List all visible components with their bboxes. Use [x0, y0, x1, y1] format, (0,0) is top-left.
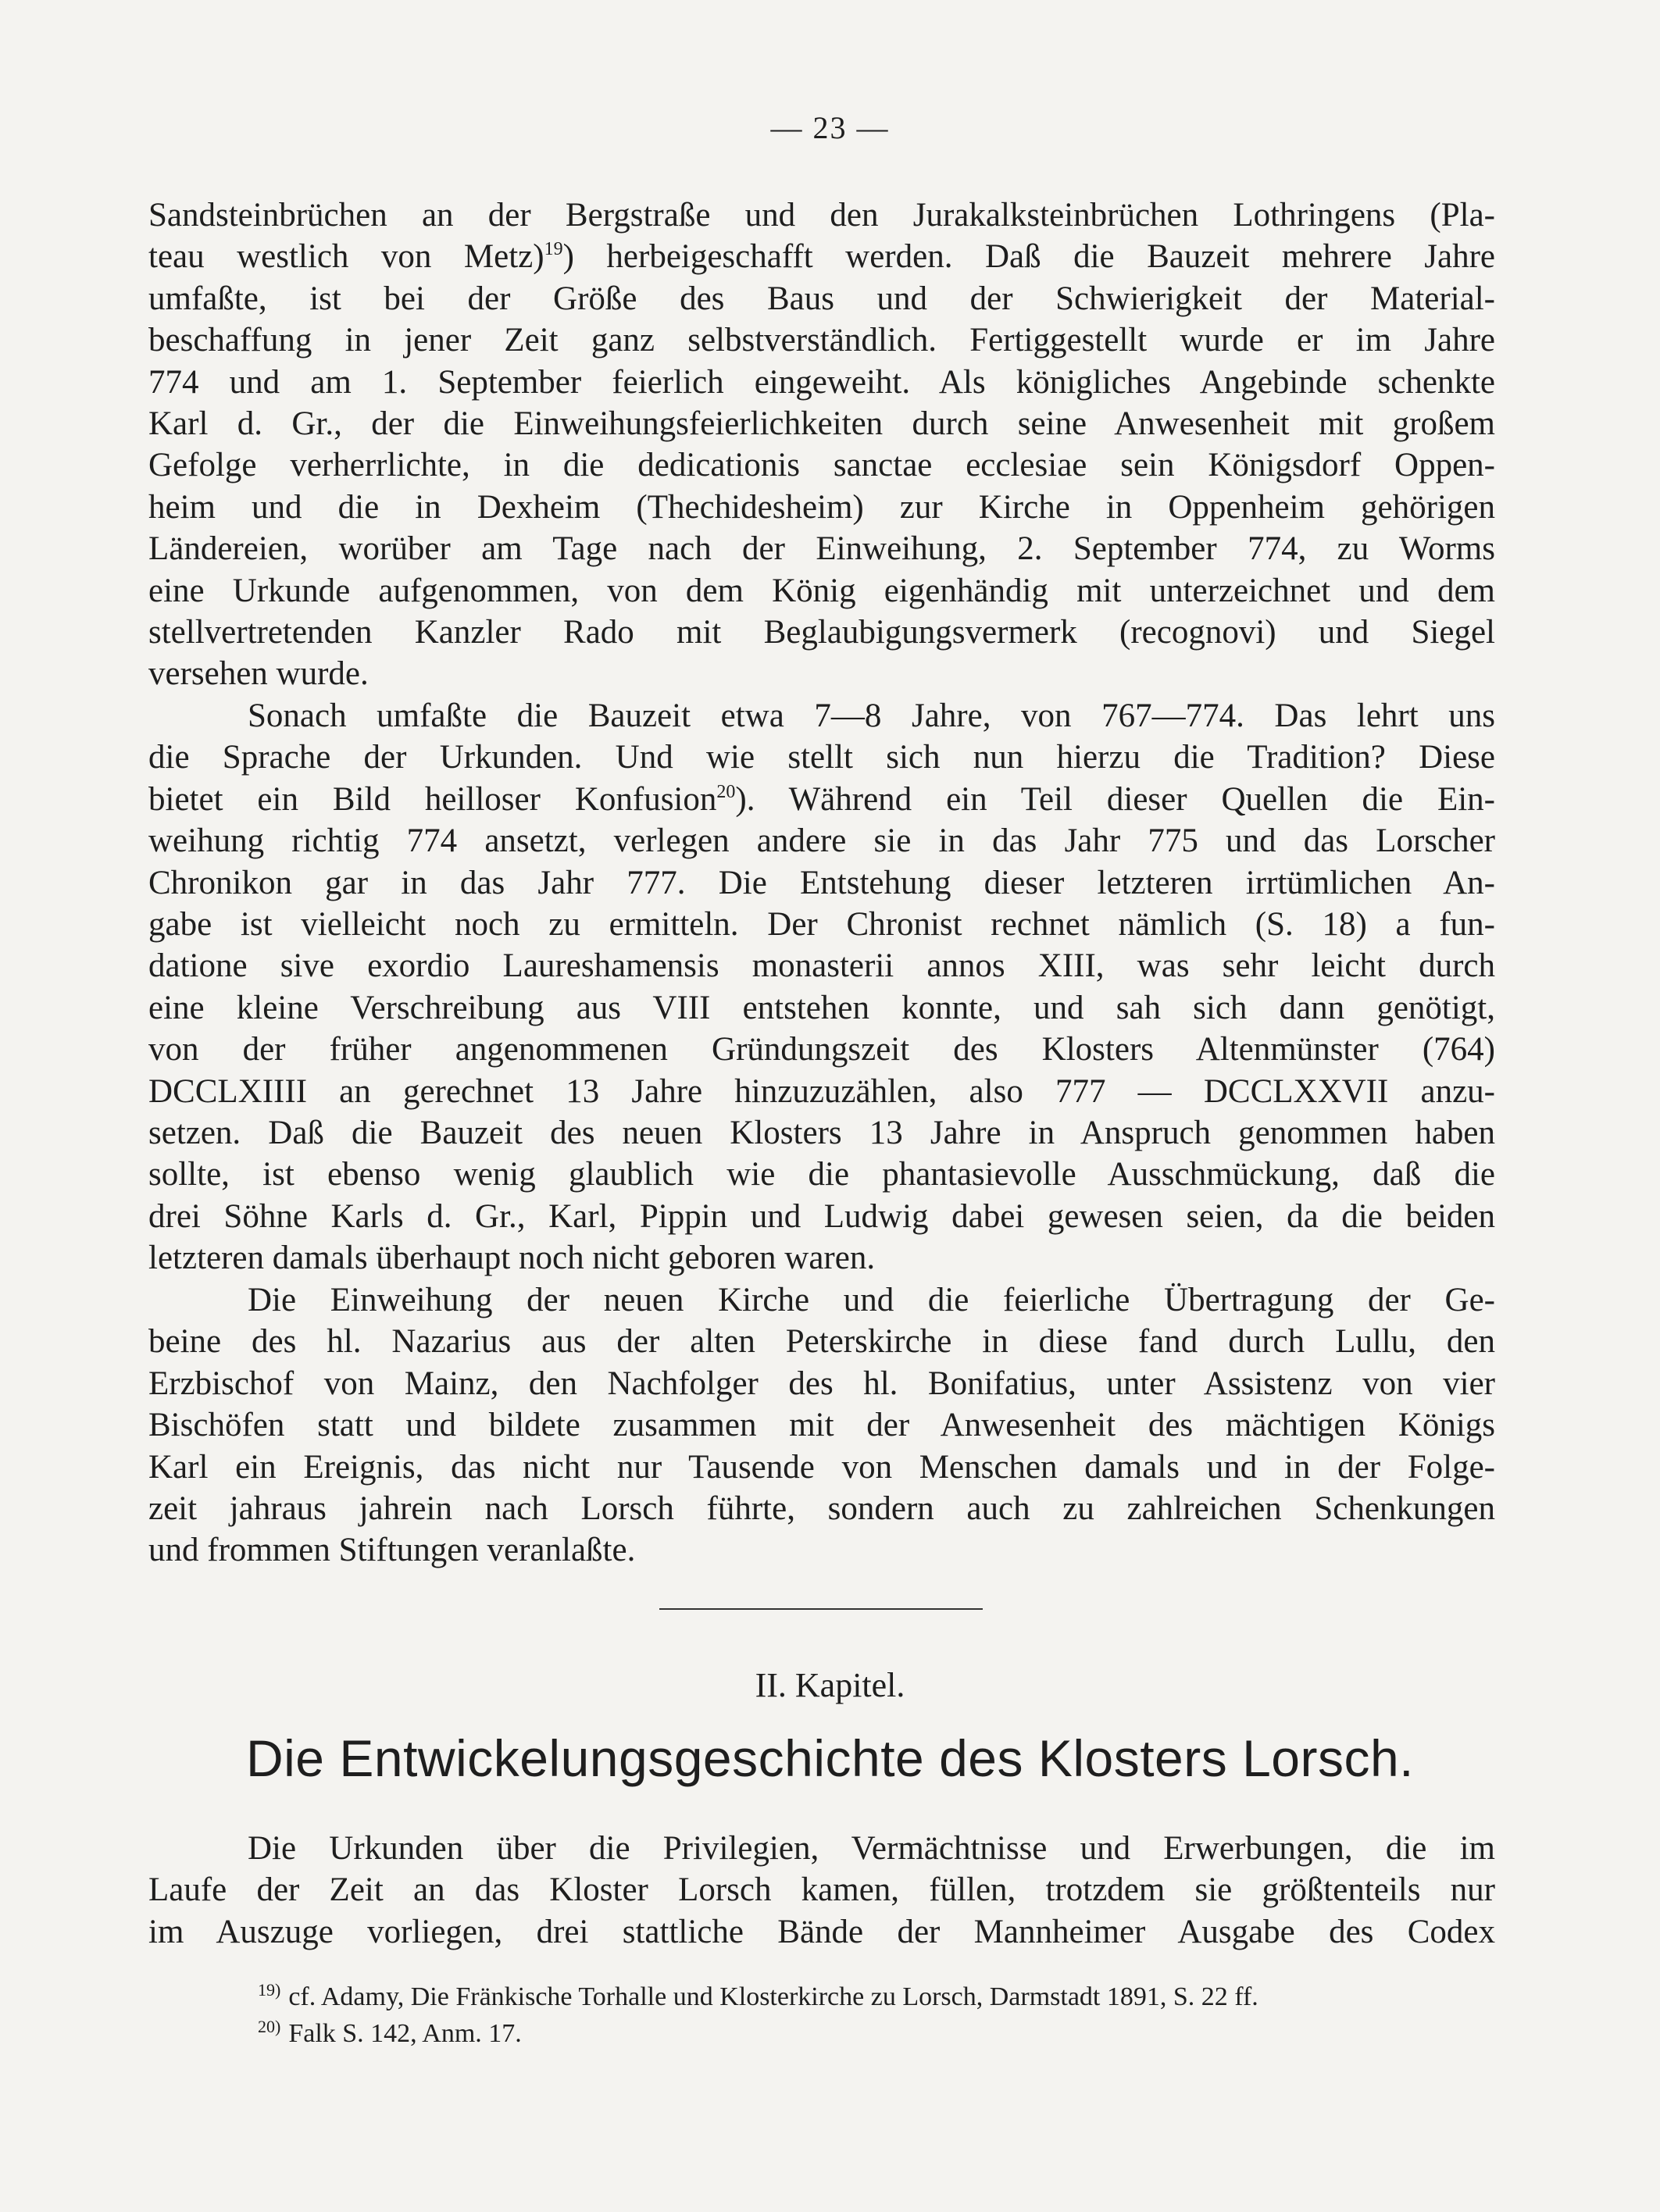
text-line: Die Urkunden über die Privilegien, Vermächtnisse und Erwerbungen, die im: [248, 1830, 1495, 1867]
text-line: zeit jahraus jahrein nach Lorsch führte, sondern auch zu zahlreichen Schenkungen: [148, 1490, 1495, 1527]
text-line: setzen. Daß die Bauzeit des neuen Klosters 13 Jahre in Anspruch genommen haben: [148, 1114, 1495, 1151]
text-line: Karl ein Ereignis, das nicht nur Tausende von Menschen damals und in der Folge-: [148, 1448, 1495, 1486]
text-line: Erzbischof von Mainz, den Nachfolger des hl. Bonifatius, unter Assistenz von vier: [148, 1365, 1495, 1402]
footnote-text: Falk S. 142, Anm. 17.: [288, 2019, 522, 2048]
footnote: [258, 2015, 1496, 2052]
text-line: Sandsteinbrüchen an der Bergstraße und den Jurakalksteinbrüchen Lothringens (Pla-: [148, 197, 1495, 234]
chapter-title: Die Entwickelungsgeschichte des Klosters Lorsch.: [245, 1729, 1415, 1787]
text-line: Ländereien, worüber am Tage nach der Einweihung, 2. September 774, zu Worms: [148, 530, 1495, 568]
paragraph: [148, 194, 1495, 695]
text-line: von der früher angenommenen Gründungszeit des Klosters Altenmünster (764): [148, 1031, 1495, 1069]
text-line: Laufe der Zeit an das Kloster Lorsch kamen, füllen, trotzdem sie größtenteils nur: [148, 1871, 1495, 1909]
text-line: stellvertretenden Kanzler Rado mit Beglaubigungsvermerk (recognovi) und Siegel: [148, 613, 1495, 651]
footnote-mark: 19): [258, 1980, 281, 2000]
footnote: [258, 1978, 1496, 2015]
text-line: beschaffung in jener Zeit ganz selbstverständlich. Fertiggestellt wurde er im Jahre: [148, 322, 1495, 359]
chapter-number: II. Kapitel.: [755, 1666, 905, 1704]
text-line: und frommen Stiftungen veranlaßte.: [148, 1532, 636, 1569]
text-line: die Sprache der Urkunden. Und wie stellt sich nun hierzu die Tradition? Diese: [148, 739, 1495, 776]
text-line: Bischöfen statt und bildete zusammen mit der Anwesenheit des mächtigen Königs: [148, 1407, 1495, 1444]
text-line: Chronikon gar in das Jahr 777. Die Entstehung dieser letzteren irrtümlichen An-: [148, 864, 1495, 901]
text-line: DCCLXIIII an gerechnet 13 Jahre hinzuzuzählen, also 777 — DCCLXXVII anzu-: [148, 1072, 1495, 1110]
footnotes: [258, 1978, 1496, 2052]
paragraph: [148, 1279, 1495, 1572]
text-line: heim und die in Dexheim (Thechidesheim) zur Kirche in Oppenheim gehörigen: [148, 488, 1495, 526]
page-number: — 23 —: [770, 110, 890, 145]
text-line: sollte, ist ebenso wenig glaublich wie die phantasievolle Ausschmückung, daß die: [148, 1156, 1495, 1193]
text-line: eine kleine Verschreibung aus VIII entstehen konnte, und sah sich dann genötigt,: [148, 989, 1495, 1026]
section-divider: [659, 1608, 983, 1610]
text-line: Sonach umfaßte die Bauzeit etwa 7—8 Jahre, von 767—774. Das lehrt uns: [248, 697, 1495, 734]
text-line: gabe ist vielleicht noch zu ermitteln. Der Chronist rechnet nämlich (S. 18) a fun-: [148, 905, 1495, 943]
text-line: umfaßte, ist bei der Größe des Baus und der Schwierigkeit der Material-: [148, 280, 1495, 317]
text-line: drei Söhne Karls d. Gr., Karl, Pippin und Ludwig dabei gewesen seien, da die beiden: [148, 1197, 1495, 1235]
text-line: datione sive exordio Laureshamensis monasterii annos XIII, was sehr leicht durch: [148, 947, 1495, 985]
text-line: bietet ein Bild heilloser Konfusion$^{20}$). Während ein Teil dieser Quellen die Ein-: [148, 780, 1495, 818]
text-line: letzteren damals überhaupt noch nicht geboren waren.: [148, 1240, 876, 1277]
paragraph: [148, 695, 1495, 1279]
text-line: Gefolge verherrlichte, in die dedicationis sanctae ecclesiae sein Königsdorf Oppen-: [148, 447, 1495, 484]
text-line: Die Einweihung der neuen Kirche und die feierliche Übertragung der Ge-: [248, 1282, 1495, 1318]
footnote-text: cf. Adamy, Die Fränkische Torhalle und Klosterkirche zu Lorsch, Darmstadt 1891, S. 22 ff.: [288, 1982, 1258, 2011]
text-line: weihung richtig 774 ansetzt, verlegen andere sie in das Jahr 775 und das Lorscher: [148, 822, 1495, 860]
text-line: Karl d. Gr., der die Einweihungsfeierlichkeiten durch seine Anwesenheit mit großem: [148, 405, 1495, 442]
text-line: beine des hl. Nazarius aus der alten Peterskirche in diese fand durch Lullu, den: [148, 1323, 1495, 1361]
text-line: 774 und am 1. September feierlich eingeweiht. Als königliches Angebinde schenkte: [148, 363, 1495, 401]
text-line: im Auszuge vorliegen, drei stattliche Bände der Mannheimer Ausgabe des Codex: [148, 1913, 1495, 1950]
text-line: versehen wurde.: [148, 655, 369, 693]
footnote-mark: 20): [258, 2017, 281, 2036]
paragraph: [148, 1828, 1495, 1953]
text-line: teau westlich von Metz)$^{19}$) herbeigeschafft werden. Daß die Bauzeit mehrere Jahre: [148, 238, 1495, 276]
text-line: eine Urkunde aufgenommen, von dem König eigenhändig mit unterzeichnet und dem: [148, 572, 1495, 609]
